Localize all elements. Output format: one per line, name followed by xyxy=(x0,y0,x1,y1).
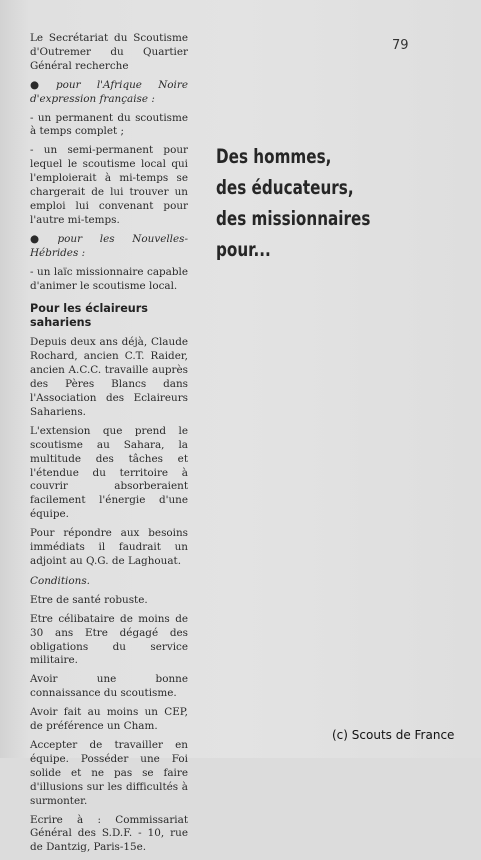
section-paragraph: Pour répondre aux besoins immédiats il faudrait un adjoint au Q.G. de Laghouat. xyxy=(30,527,188,567)
conditions-label: Conditions. xyxy=(30,574,90,587)
afrique-heading-text: pour l'Afrique Noire d'expression française : xyxy=(30,78,188,105)
bullet-icon: ● xyxy=(30,232,54,245)
copyright-credit: (c) Scouts de France xyxy=(332,728,455,742)
headline-line: Des hommes, xyxy=(216,145,332,168)
condition-item: Etre célibataire de moins de 30 ans Etre dégagé des obligations du service militaire. xyxy=(30,612,188,667)
afrique-item: - un permanent du scoutisme à temps complet ; xyxy=(30,111,188,138)
condition-item: Avoir fait au moins un CEP, de préférence un Cham. xyxy=(30,706,188,733)
hebrides-heading xyxy=(30,233,188,261)
headline-line: pour... xyxy=(216,238,271,261)
page-number: 79 xyxy=(392,38,409,53)
hebrides-item: - un laïc missionnaire capable d'animer le scoutisme local. xyxy=(30,265,188,292)
headline-line: des missionnaires xyxy=(216,207,371,230)
hebrides-heading-text: pour les Nouvelles-Hébrides : xyxy=(30,232,188,259)
afrique-heading xyxy=(30,79,188,107)
afrique-item: - un semi-permanent pour lequel le scoutisme local qui l'emploierait à mi-temps se chargerait de lui trouver un emploi lui convenant pour l'autre mi-temps. xyxy=(30,144,188,226)
condition-item: Avoir une bonne connaissance du scoutisme. xyxy=(30,673,188,700)
section-title: Pour les éclaireurs sahariens xyxy=(30,302,148,330)
condition-item: Etre de santé robuste. xyxy=(30,593,148,606)
text-column xyxy=(30,32,188,860)
section-paragraph: Depuis deux ans déjà, Claude Rochard, ancien C.T. Raider, ancien A.C.C. travaille auprès des Pères Blancs dans l'Association des Eclaireurs Sahariens. xyxy=(30,336,188,418)
condition-item: Ecrire à : Commissariat Général des S.D.F. - 10, rue de Dantzig, Paris-15e. xyxy=(30,813,188,854)
headline xyxy=(216,141,371,265)
intro-paragraph: Le Secrétariat du Scoutisme d'Outremer du Quartier Général recherche xyxy=(30,32,188,72)
headline-line: des éducateurs, xyxy=(216,176,354,199)
bullet-icon: ● xyxy=(30,78,53,91)
section-paragraph: L'extension que prend le scoutisme au Sahara, la multitude des tâches et l'étendue du territoire à couvrir absorberaient facilement l'énergie d'une équipe. xyxy=(30,424,188,521)
condition-item: Accepter de travailler en équipe. Posséder une Foi solide et ne pas se faire d'illusions sur les difficultés à surmonter. xyxy=(30,738,188,807)
